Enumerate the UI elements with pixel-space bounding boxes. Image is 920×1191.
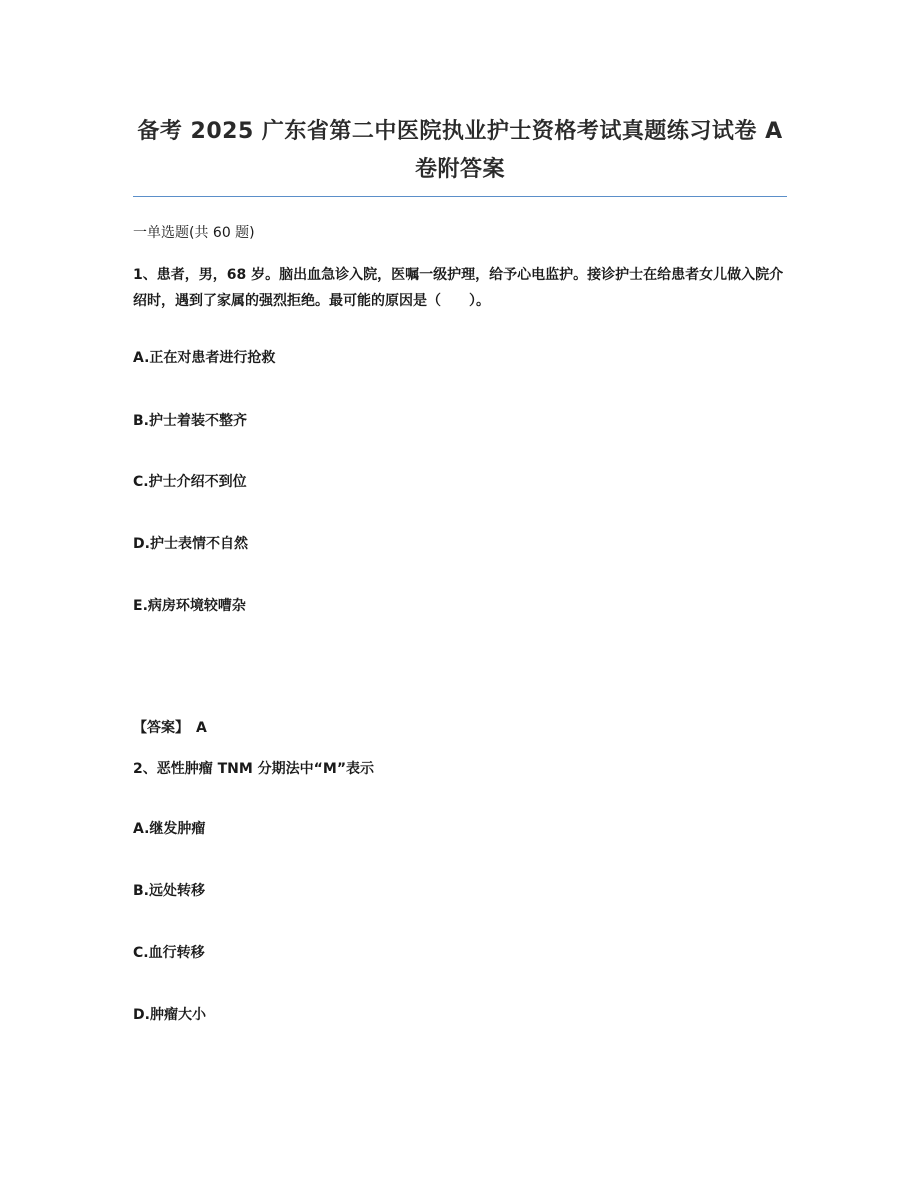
question-2-option-b: B.远处转移 (133, 883, 205, 899)
question-2-option-c: C.血行转移 (133, 945, 205, 961)
question-2-option-a: A.继发肿瘤 (133, 821, 206, 837)
question-1-option-a: A.正在对患者进行抢救 (133, 350, 276, 366)
question-2-stem: 2、恶性肿瘤 TNM 分期法中“M”表示 (133, 761, 375, 777)
question-1-option-c: C.护士介绍不到位 (133, 474, 247, 490)
question-2-option-d: D.肿瘤大小 (133, 1007, 206, 1023)
section-title: 一单选题(共 60 题) (133, 225, 255, 241)
document-title: 备考 2025 广东省第二中医院执业护士资格考试真题练习试卷 A 卷附答案 (137, 119, 783, 182)
title-divider (133, 196, 787, 197)
question-1-option-e: E.病房环境较嘈杂 (133, 598, 246, 614)
question-1-option-b: B.护士着装不整齐 (133, 413, 247, 429)
question-1-option-d: D.护士表情不自然 (133, 536, 248, 552)
question-1-answer: 【答案】 A (133, 720, 207, 736)
question-1-stem: 1、患者，男，68 岁。脑出血急诊入院，医嘱一级护理，给予心电监护。接诊护士在给患者女儿做入院介绍时，遇到了家属的强烈拒绝。最可能的原因是（ ）。 (133, 267, 784, 309)
